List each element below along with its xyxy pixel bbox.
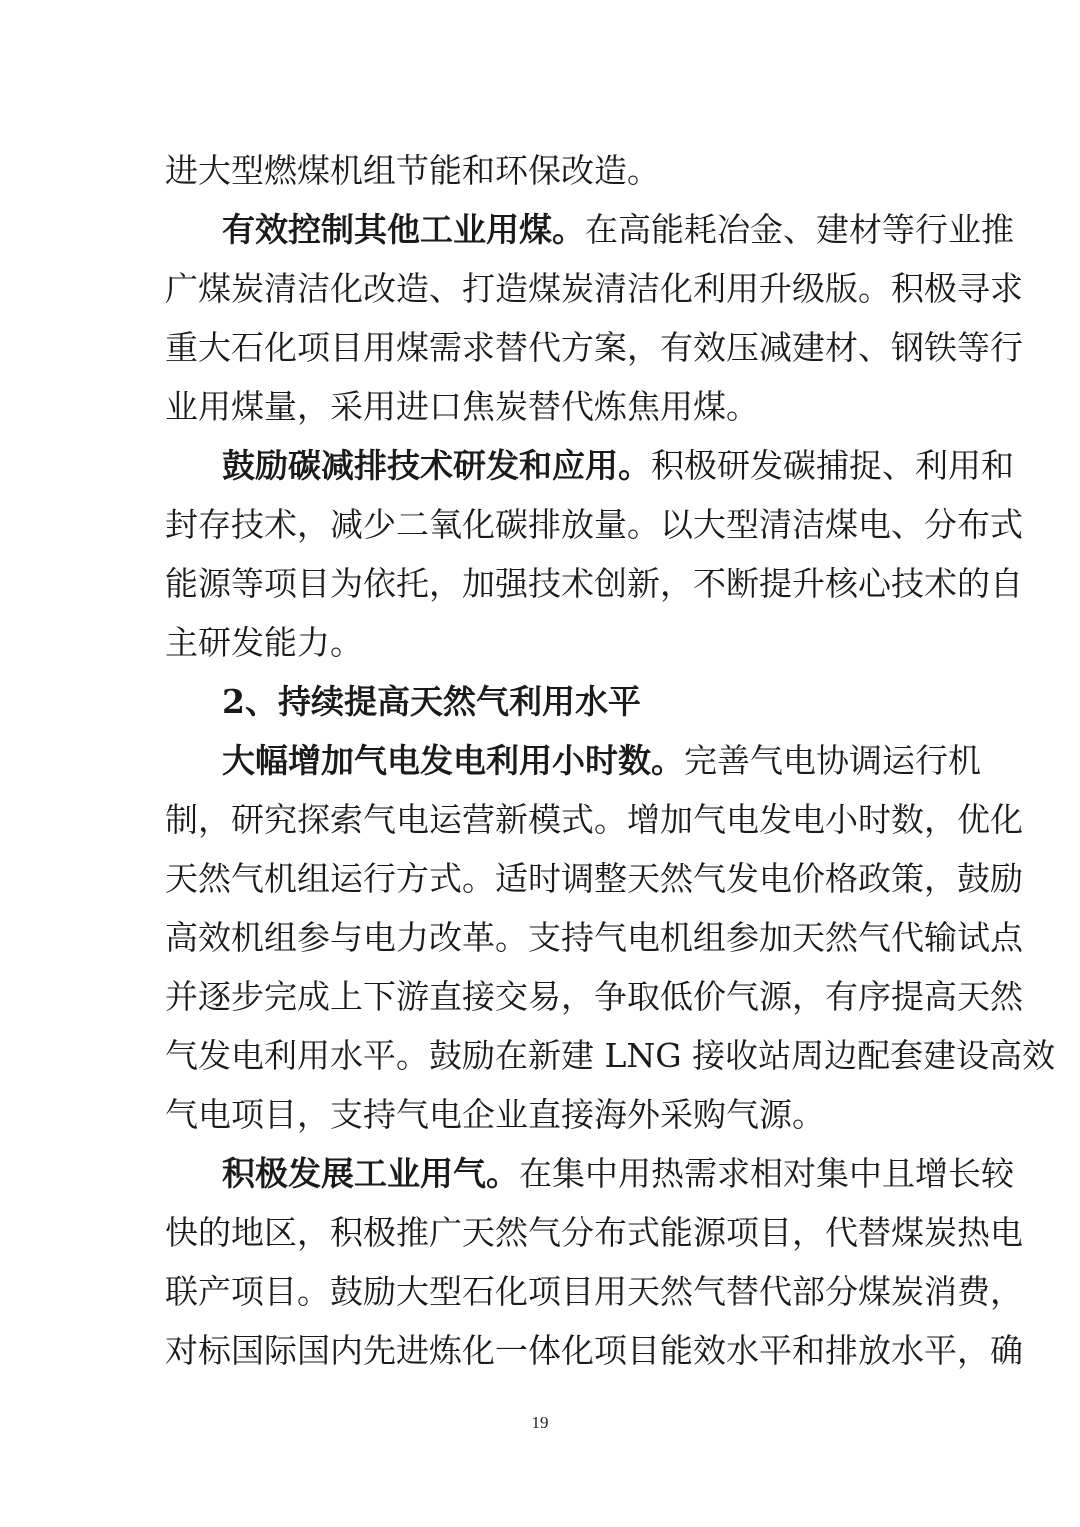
text-line: 快的地区，积极推广天然气分布式能源项目，代替煤炭热电 [165, 1213, 1023, 1252]
paragraph-heading: 大幅增加气电发电利用小时数。 [222, 741, 684, 780]
text-line: 并逐步完成上下游直接交易，争取低价气源，有序提高天然 [165, 977, 1023, 1016]
text-line: 主研发能力。 [165, 623, 363, 662]
paragraph-heading: 鼓励碳减排技术研发和应用。 [222, 446, 651, 485]
paragraph-text: 在高能耗冶金、建材等行业推 [585, 210, 1014, 249]
text-line: 气发电利用水平。鼓励在新建 LNG 接收站周边配套建设高效 [165, 1036, 1056, 1075]
page-number: 19 [531, 1413, 549, 1432]
text-line: 高效机组参与电力改革。支持气电机组参加天然气代输试点 [165, 918, 1023, 957]
text-line: 进大型燃煤机组节能和环保改造。 [165, 151, 660, 190]
text-line: 业用煤量，采用进口焦炭替代炼焦用煤。 [165, 387, 759, 426]
paragraph-heading: 积极发展工业用气。 [222, 1154, 519, 1193]
paragraph-first-line [222, 446, 1014, 486]
text-line: 天然气机组运行方式。适时调整天然气发电价格政策，鼓励 [165, 859, 1023, 898]
paragraph-text: 积极研发碳捕捉、利用和 [651, 446, 1014, 485]
text-line: 重大石化项目用煤需求替代方案，有效压减建材、钢铁等行 [165, 328, 1023, 367]
paragraph-text: 在集中用热需求相对集中且增长较 [519, 1154, 1014, 1193]
text-line: 封存技术，减少二氧化碳排放量。以大型清洁煤电、分布式 [165, 505, 1023, 544]
paragraph-first-line [222, 1154, 1014, 1194]
paragraph-first-line [222, 741, 981, 781]
text-line: 能源等项目为依托，加强技术创新，不断提升核心技术的自 [165, 564, 1023, 603]
text-line: 对标国际国内先进炼化一体化项目能效水平和排放水平，确 [165, 1331, 1023, 1370]
section-heading: 2、持续提高天然气利用水平 [222, 682, 641, 721]
text-line: 制，研究探索气电运营新模式。增加气电发电小时数，优化 [165, 800, 1023, 839]
text-line: 气电项目，支持气电企业直接海外采购气源。 [165, 1095, 825, 1134]
text-line: 联产项目。鼓励大型石化项目用天然气替代部分煤炭消费， [165, 1272, 1023, 1311]
paragraph-first-line [222, 210, 1014, 250]
paragraph-heading: 有效控制其他工业用煤。 [222, 210, 585, 249]
paragraph-text: 完善气电协调运行机 [684, 741, 981, 780]
text-line: 广煤炭清洁化改造、打造煤炭清洁化利用升级版。积极寻求 [165, 269, 1023, 308]
